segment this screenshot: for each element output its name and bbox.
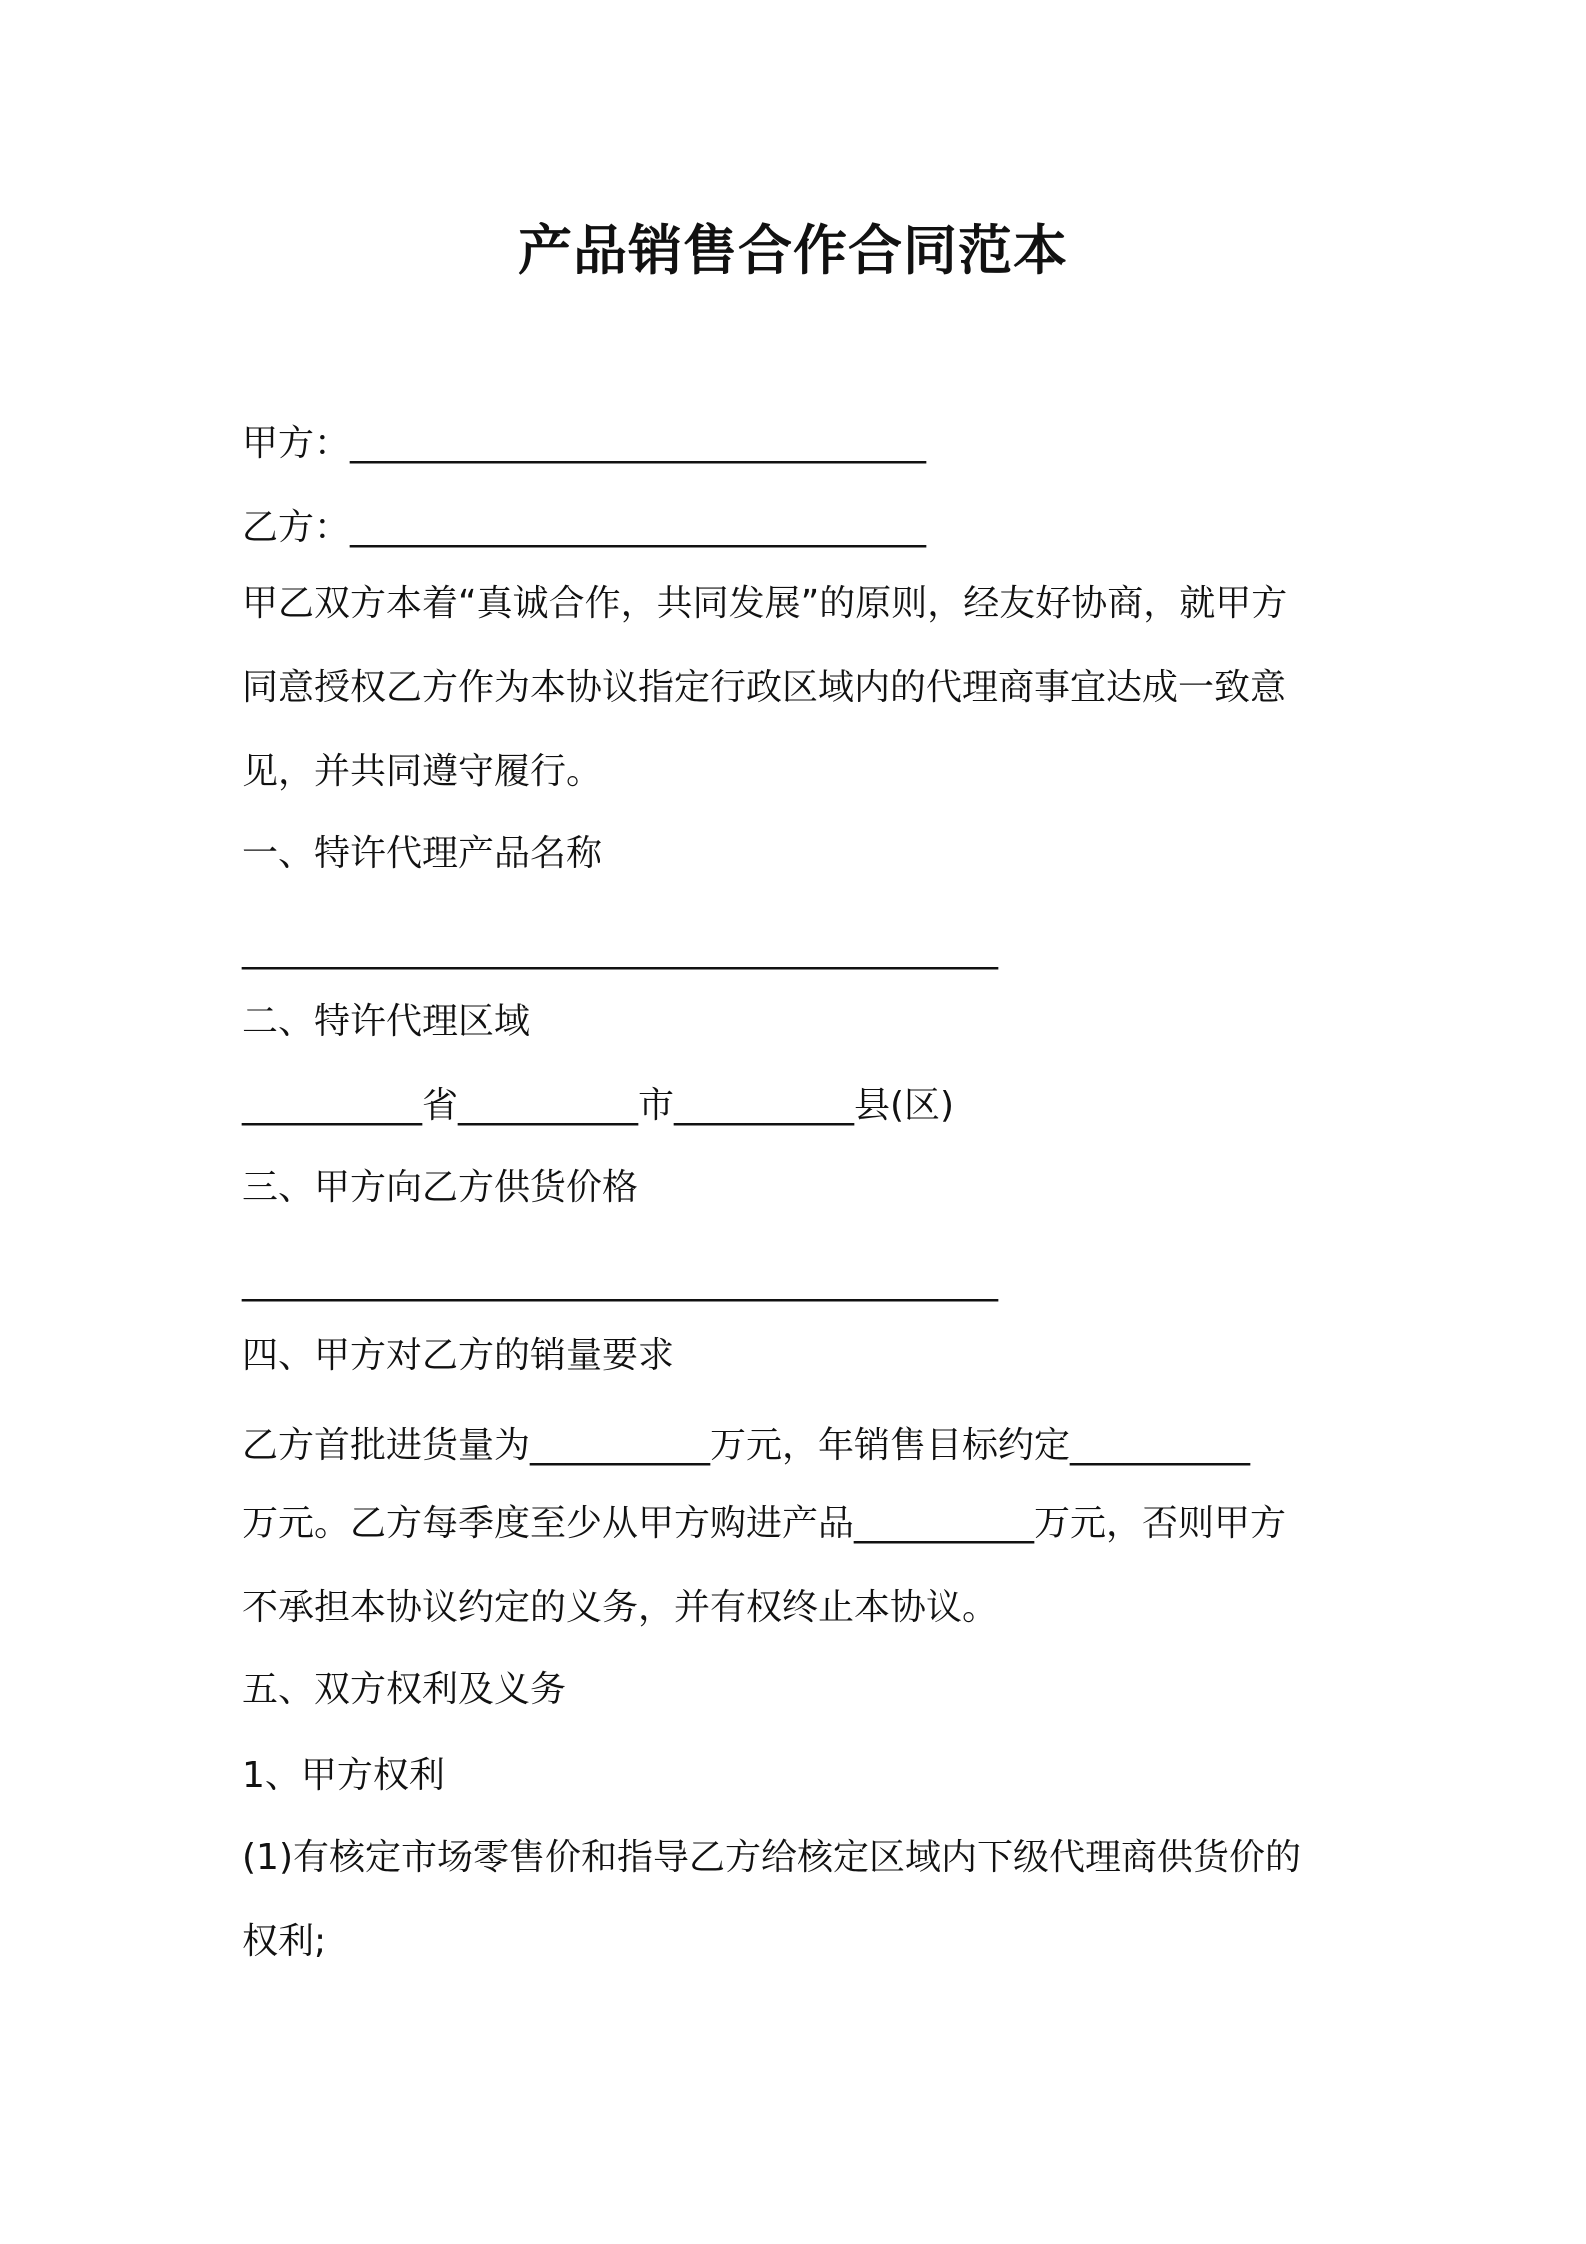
section-3-blank: __________________________________________: [242, 1261, 998, 1302]
section-5-heading: 五、双方权利及义务: [242, 1669, 567, 1710]
clause-1-line-1: (1)有核定市场零售价和指导乙方给核定区域内下级代理商供货价的: [242, 1837, 1301, 1878]
section-4-heading: 四、甲方对乙方的销量要求: [242, 1335, 675, 1376]
section-3-heading: 三、甲方向乙方供货价格: [242, 1167, 639, 1208]
intro-line-2: 同意授权乙方作为本协议指定行政区域内的代理商事宜达成一致意: [242, 667, 1287, 708]
intro-line-1: 甲乙双方本着“真诚合作，共同发展”的原则，经友好协商，就甲方: [242, 583, 1288, 624]
section-2-region-line: __________省__________市__________县(区): [242, 1085, 955, 1126]
section-4-line-1: 乙方首批进货量为__________万元，年销售目标约定__________: [242, 1425, 1251, 1466]
party-b-line: 乙方：________________________________: [242, 507, 927, 548]
intro-line-3: 见，并共同遵守履行。: [242, 751, 603, 792]
section-4-line-3: 不承担本协议约定的义务，并有权终止本协议。: [242, 1587, 999, 1628]
section-1-blank: __________________________________________: [242, 929, 998, 970]
subsection-1-heading: 1、甲方权利: [242, 1755, 445, 1796]
party-a-line: 甲方：________________________________: [242, 423, 927, 464]
section-4-line-2: 万元。乙方每季度至少从甲方购进产品__________万元，否则甲方: [242, 1503, 1287, 1544]
section-2-heading: 二、特许代理区域: [242, 1001, 531, 1042]
section-1-heading: 一、特许代理产品名称: [242, 833, 603, 874]
clause-1-line-2: 权利;: [242, 1921, 327, 1962]
document-title: 产品销售合作合同范本: [518, 219, 1068, 282]
